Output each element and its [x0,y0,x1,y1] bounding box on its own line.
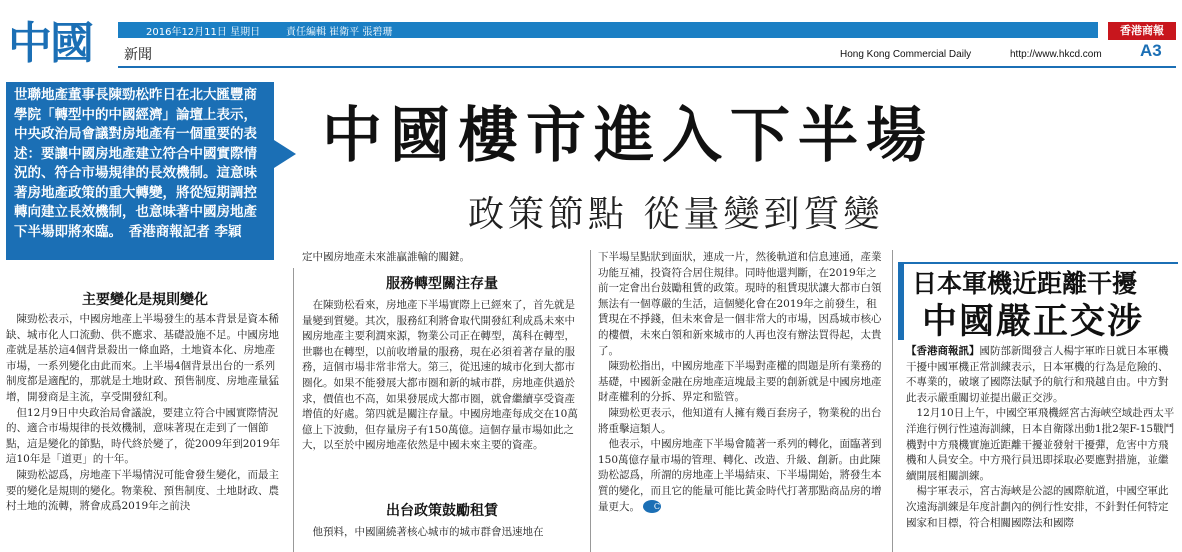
article-end-mark: CH [643,500,661,513]
page-number: A3 [1140,41,1162,60]
col3-body [598,250,884,515]
paper-english-name: Hong Kong Commercial Daily [840,49,972,60]
side-story-body [906,344,1176,531]
side-paragraph: 12月10日上午，中國空軍飛機經宮古海峽空域赴西太平洋進行例行性遠海訓練，日本自衛隊出動1批2架F-15戰鬥機對中方飛機實施近距離干擾並發射干擾彈，危害中方飛機和人員安全。中方飛行員迅即採取必要應對措施，並繼續開展相關訓練。 [906,407,1175,482]
col3-paragraph: 他表示，中國房地產下半場會隨著一系列的轉化，面臨著到150萬億存量市場的管理、轉化、改造、升級、創新。由此陳勁松認爲，所謂的房地產上半場結束、下半場開始，將發生本質的變化，而且它的能量可能比黃金時代打著那點商品房的增量更大。 [598,438,882,513]
sub-headline: 政策節點 從量變到質變 [468,194,884,235]
header-divider [118,66,1176,68]
col2-leadline: 定中國房地產未來誰贏誰輸的關鍵。 [302,251,470,263]
paper-url: http://www.hkcd.com [1010,49,1102,60]
issue-date: 2016年12月11日 星期日 [146,27,261,38]
side-paragraph: 楊宇軍表示，宮古海峽是公認的國際航道，中國空軍此次遠海訓練是年度計劃內的例行性安排，不針對任何特定國家和目標，符合相關國際法和國際 [906,485,1169,529]
col3-paragraph: 陳勁松更表示，他知道有人擁有幾百套房子，物業稅的出台將重擊這類人。 [598,406,882,435]
column-divider [293,268,294,552]
column-divider [590,250,591,552]
header-bar [118,22,1098,38]
col2-heading-2: 出台政策鼓勵租賃 [386,503,498,519]
side-story-accent [898,262,904,340]
col2-tail: 他預料，中國圍繞著核心城市的城市群會迅速地在 [312,526,544,538]
editor-credit: 責任編輯 崔衛平 張碧珊 [286,27,393,38]
col2-paragraph: 在陳勁松看來，房地產下半場實際上已經來了，首先就是量變到質變。其次，服務紅利將會取代開發紅利成爲未來中國房地產主要利潤來源，物業公司正在轉型，萬科在轉型，世聯也在轉型，以前收增量的服務，現在必須着著存量的服務，這個市場非常非常大。第三，從迅速的城市化到大都市圈化。如果不能發展大都市圈和新的城市群，房地產供過於求，價值也不高，如果發展成大都市圈，就會繼續享受資產增值的好處。第四就是關注存量。中國房地產每成交在10萬億上下波動，但存量房子有150萬億。這個存量市場如此之大，以至於中國房地產依然是中國未來主要的資產。 [302,299,578,452]
section-logo: 中國 [8,18,92,69]
side-story-headline: 日本軍機近距離干擾 [912,269,1138,298]
col1-paragraph: 陳勁松表示，中國房地產上半場發生的基本背景是資本稀缺、城市化人口流動、供不應求、基礎設施不足。中國房地產就是基於這4個背景殺出一條血路，土地資本化、房地產市場，一系列變化由此而來。上半場4個背景出台的一系列制度都是適配的，那就是土地財政、預售制度、房地產量猛增，開發商是主流，享受開發紅利。 [6,313,279,403]
side-paragraph: 國防部新聞發言人楊宇軍昨日就日本軍機干擾中國軍機正常訓練表示，日本軍機的行為是危險的、不專業的，破壞了國際法賦予的航行和飛越自由。中方對此表示嚴重關切並提出嚴正交涉。 [906,345,1169,404]
col3-paragraph: 下半場呈點狀到面狀，連成一片，然後軌道和信息連通，產業功能互補，投資符合居住規律。同時他還判斷，在2019年之前一定會出台鼓勵租賃的政策。現時的租賃現狀讓大都市白領無法有一個尊嚴的生活，這個變化會在2019年之前發生，租賃現在不掙錢，但未來會是一個非常大的市場，因爲城市核心的樓價，未來白領和新來城市的人再也沒有辦法買得起，太貴了。 [598,251,882,357]
column-divider [892,250,893,552]
col1-body [6,312,284,515]
news-tag: 【香港商報訊】 [906,345,980,357]
col1-heading: 主要變化是規則變化 [82,292,208,308]
col2-heading-1: 服務轉型關注存量 [386,276,498,292]
paper-logo: 香港商報 [1108,22,1176,40]
section-label: 新聞 [124,47,152,63]
col3-paragraph: 陳勁松指出，中國房地產下半場對產權的問題是所有業務的基礎，中國新金融在房地產這塊最主要的創新就是中國房地產財產權利的分拆、界定和監管。 [598,360,882,404]
lead-summary: 世聯地產董事長陳勁松昨日在北大匯豐商學院「轉型中的中國經濟」論壇上表示，中央政治局會議對房地產有一個重要的表述：要讓中國房地產建立符合中國實際情況的、符合市場規律的長效機制。這意味著房地產政策的重大轉變，將從短期調控轉向建立長效機制，也意味著中國房地產下半場即將來臨。 香港商報記者 李穎 [6,82,274,260]
side-story-subheadline: 中國嚴正交涉 [922,301,1145,342]
col1-paragraph: 但12月9日中央政治局會議說，要建立符合中國實際情況的、適合市場規律的長效機制，意味著現在走到了一個節點，這是變化的節點，時代終於變了，從2009年到2019年這10年是「道更」的十年。 [6,406,280,466]
lead-arrow [274,140,296,168]
main-headline: 中國樓市進入下半場 [322,101,934,171]
col1-paragraph: 陳勁松認爲，房地產下半場情況可能會發生變化，而最主要的變化是規則的變化。物業稅、預售制度、土地財政、農村土地的流轉，將會成爲2019年之前決 [6,468,279,513]
col2-body [302,298,584,454]
